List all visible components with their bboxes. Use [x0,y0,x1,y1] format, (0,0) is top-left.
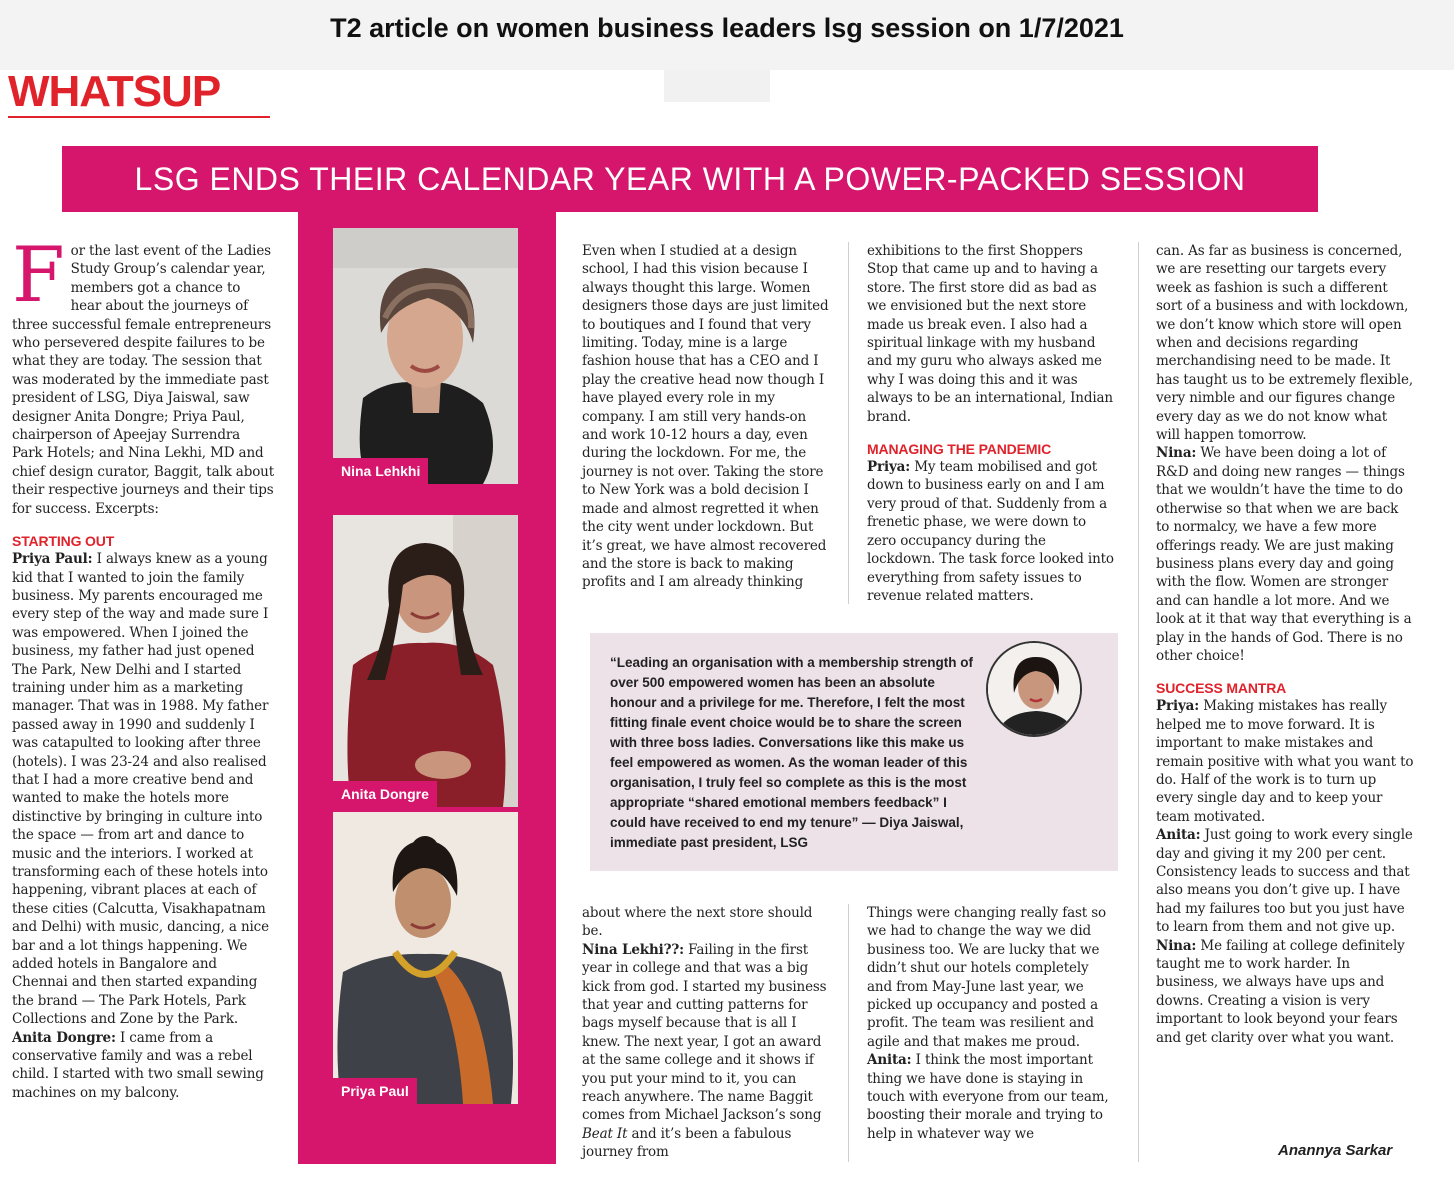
paragraph-text: Things were changing really fast so we had to change the way we did business too. We are lucky that we didn’t shut our hotels completely and from May-June last year, we picked up occupancy and posted a profit. The team was resilient and agile and that makes me proud. [867,905,1106,1050]
speaker-name: Anita Dongre: [12,1029,116,1046]
paragraph-priya-pandemic [867,458,1117,605]
speaker-name: Nina: [1156,445,1197,462]
paragraph-text: Me failing at college definitely taught me to work harder. In business, we always have ups and downs. Creating a vision is very important to look beyond your fears and get clarity over what you want. [1156,937,1405,1046]
paragraph-nina-mantra [1156,937,1414,1047]
pull-quote-box [590,633,1118,871]
masthead-rule [8,116,270,118]
pull-quote-text: “Leading an organisation with a membership strength of over 500 empowered women has been an absolute honour and a privilege for me. Therefore, I felt the most fitting finale event choice would be to share the screen with three boss ladies. Conversations like this make us feel empowered as women. As the woman leader of this organisation, I truly feel so complete as this is the most appropriate “shared emotional members feedback” I could have received to end my tenure” — Diya Jaiswal, immediate past president, LSG [610,655,974,850]
speaker-name: Priya: [1156,698,1200,715]
paragraph-anita [12,1029,274,1103]
paragraph-text: and it’s been a fabulous journey from [582,1125,792,1161]
article-column-4 [1156,242,1414,1047]
photo-caption: Anita Dongre [333,781,437,807]
paragraph-text: We have been doing a lot of R&D and doing new ranges — things that we wouldn’t have the time to do otherwise so that when we are back to normalcy, we have a few more offerings ready. We are just making business plans every day and going with the flow. Women are stronger and can handle a lot more. And we look at it that way that everything is a play in the hands of God. There is no other choice! [1156,445,1412,664]
paragraph-text: Just going to work every single day and giving it my 200 per cent. Consistency leads to success and that also means you don’t give up. I have had my failures too but you just have to learn from them and not give up. [1156,827,1413,936]
paragraph-anita-pandemic [867,1051,1117,1143]
paragraph-nina [582,941,830,1162]
paragraph-text: Even when I studied at a design school, I had this vision because I always thought this large. Women designers those days are just limited to boutiques and I found that very limiting. Today, mine is a large fashion house that has a CEO and I play the creative head now though I have played every role in my company. I am still very hands-on and work 10-12 hours a day, even during the lockdown. For me, the journey is not over. Taking the store to New York was a bold decision I made and almost regretted it when the city went under lockdown. But it’s great, we have almost recovered and the store is back to making profits and I am already thinking [582,243,829,591]
paragraph-priya [12,550,274,1029]
article-column-3-top [867,242,1117,605]
section-heading-starting-out: STARTING OUT [12,533,115,550]
paragraph-priya-mantra [1156,697,1414,826]
paragraph-text: I think the most important thing we have done is staying in touch with everyone from our team, boosting their morale and trying to help in whatever way we [867,1052,1109,1142]
photo-nina-lehkhi [333,228,518,484]
photo-anita-dongre [333,515,518,807]
paragraph-nina-pandemic [1156,444,1414,665]
paragraph-text: about where the next store should be. [582,905,813,940]
speaker-name: Anita: [867,1052,912,1069]
article-column-3-bottom [867,904,1117,1143]
section-heading-pandemic: MANAGING THE PANDEMIC [867,441,1052,458]
speaker-name: Nina: [1156,937,1197,954]
intro-paragraph [12,230,274,518]
speaker-name: Nina Lekhi??: [582,941,684,958]
page-caption: T2 article on women business leaders lsg session on 1/7/2021 [0,0,1454,70]
portrait-image [333,228,518,484]
author-byline: Anannya Sarkar [1278,1142,1393,1159]
speaker-name: Priya Paul: [12,551,93,568]
article-column-2-top [582,242,830,592]
photo-caption: Priya Paul [333,1078,417,1104]
speaker-name: Anita: [1156,827,1201,844]
paragraph-text: Failing in the first year in college and that was a big kick from god. I started my business that year and cutting patterns for bags myself because that is all I knew. The next year, I got an award at the same college and it shows if you put your mind to it, you can reach anywhere. The name Baggit comes from Michael Jackson’s song [582,941,827,1124]
masthead-logo: WHATSUP [8,67,221,116]
article-column-2-bottom [582,904,830,1162]
paragraph-text: I always knew as a young kid that I wanted to join the family business. My parents encouraged me every step of the way and made sure I was empowered. When I joined the business, my father had just opened The Park, New Delhi and I started training under him as a marketing manager. That was in 1988. My father passed away in 1990 and suddenly I was catapulted to looking after three (hotels). I was 23-24 and also realised that I had a more creative bend and wanted to make the hotels more distinctive by bringing in culture into the space — from art and dance to music and the interiors. I worked at transforming each of these hotels into happening, vibrant places at each of these cities (Calcutta, Visakhapatnam and Delhi) with music, dancing, a nice bar and a lot things happening. We added hotels in Bangalore and Chennai and then started expanding the brand — The Park Hotels, Park Collections and Zone by the Park. [12,551,269,1028]
portrait-image [333,812,518,1104]
paragraph-text: can. As far as business is concerned, we are resetting our targets every week as fashion is such a different sort of a business and with lockdown, we don’t know which store will open when and decisions regarding merchandising need to be made. It has taught us to be extremely flexible, very nimble and our figures change every day as we do not know what will happen tomorrow. [1156,243,1413,444]
column-rule [848,242,849,604]
headline-banner: LSG ENDS THEIR CALENDAR YEAR WITH A POWER-PACKED SESSION [62,146,1318,212]
portrait-image [988,643,1082,737]
column-rule [848,904,849,1162]
column-rule [1138,242,1139,1162]
paragraph-text: exhibitions to the first Shoppers Stop that came up and to having a store. The first store did as bad as we envisioned but the next store made us break even. I also had a spiritual linkage with my husband and my guru who always asked me why I was doing this and it was always to be an international, Indian brand. [867,243,1113,425]
photo-caption: Nina Lehkhi [333,458,428,484]
paragraph-text: Making mistakes has really helped me to move forward. It is important to make mistakes and remain positive with what you want to do. Half of the work is to turn up every single day and to keep your team motivated. [1156,698,1414,825]
song-title: Beat It [582,1125,628,1142]
intro-text: or the last event of the Ladies Study Group’s calendar year, members got a chance to hear about the journeys of three successful female entrepreneurs who persevered despite failures to be what they are today. The session that was moderated by the immediate past president of LSG, Diya Jaiswal, saw designer Anita Dongre; Priya Paul, chairperson of Apeejay Surrendra Park Hotels; and Nina Lekhi, MD and chief design curator, Baggit, talk about their respective journeys and their tips for success. Excerpts: [12,243,274,517]
drop-cap: F [12,230,65,319]
speaker-name: Priya: [867,459,911,476]
grey-tab [664,70,770,102]
paragraph-text: My team mobilised and got down to business early on and I am very proud of that. Suddenly from a frenetic phase, we were down to zero occupancy during the lockdown. The task force looked into everything from safety issues to revenue related matters. [867,459,1114,604]
portrait-image [333,515,518,807]
quote-portrait [986,641,1082,737]
section-heading-success-mantra: SUCCESS MANTRA [1156,680,1287,697]
article-column-1 [12,230,274,1102]
paragraph-text: I came from a conservative family and was a rebel child. I started with two small sewing machines on my balcony. [12,1029,264,1101]
paragraph-anita-mantra [1156,826,1414,936]
photo-priya-paul [333,812,518,1104]
